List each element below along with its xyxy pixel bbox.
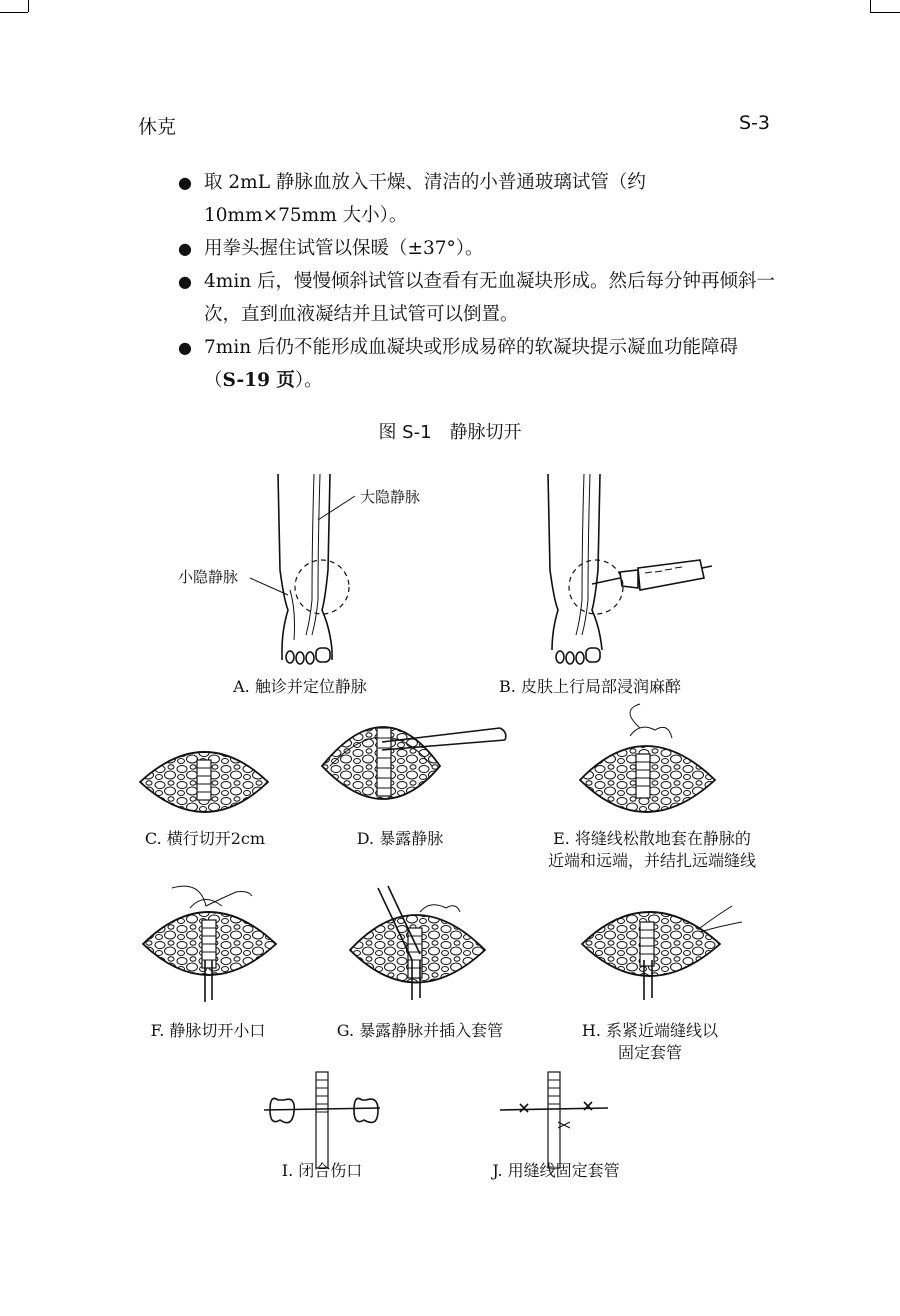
bullet-item: ● 用拳头握住试管以保暖（±37°）。: [178, 232, 778, 265]
bullet-item: ● 7min 后仍不能形成血凝块或形成易碎的软凝块提示凝血功能障碍（S-19 页）。: [178, 331, 778, 397]
panel-c-incision-illustration: [140, 752, 268, 812]
bullet-item: ● 取 2mL 静脉血放入干燥、清洁的小普通玻璃试管（约 10mm×75mm 大小）。: [178, 166, 778, 232]
caption-panel-f: F. 静脉切开小口: [150, 1021, 266, 1040]
caption-panel-g: G. 暴露静脉并插入套管: [336, 1021, 504, 1040]
caption-panel-j: J. 用缝线固定套管: [492, 1161, 620, 1180]
label-small-saphenous-vein: 小隐静脉: [178, 568, 239, 586]
caption-panel-b: B. 皮肤上行局部浸润麻醉: [499, 677, 681, 696]
caption-panel-e-line2: 近端和远端，并结扎远端缝线: [547, 851, 757, 870]
crop-mark-top-right-h: [870, 12, 900, 13]
caption-panel-d: D. 暴露静脉: [356, 829, 444, 848]
page-reference-link[interactable]: S-19 页: [222, 370, 295, 391]
figure-title: 图 S-1 静脉切开: [378, 422, 522, 443]
running-head-chapter: 休克: [138, 116, 177, 138]
crop-mark-top-right: [870, 0, 871, 12]
panel-h-secure-cannula-illustration: [582, 906, 742, 1000]
caption-panel-a: A. 触诊并定位静脉: [233, 677, 367, 696]
bullet-item: ● 4min 后，慢慢倾斜试管以查看有无血凝块形成。然后每分钟再倾斜一次，直到血液凝结并且试管可以倒置。: [178, 265, 778, 331]
bullet-list: [178, 166, 778, 397]
caption-panel-c: C. 横行切开2cm: [144, 829, 266, 848]
panel-j-suture-fixation-illustration: [500, 1072, 608, 1168]
panel-g-cannula-insertion-illustration: [350, 886, 485, 1000]
label-great-saphenous-vein: 大隐静脉: [360, 488, 421, 506]
caption-panel-i: I. 闭合伤口: [281, 1161, 363, 1180]
panel-e-sutures-illustration: [580, 704, 715, 812]
bullet-dot-icon: ●: [178, 272, 192, 291]
figure-illustrations: [0, 460, 900, 1200]
panel-i-wound-closure-illustration: [264, 1072, 380, 1168]
bullet-dot-icon: ●: [178, 239, 192, 258]
panel-a-leg-illustration: [250, 474, 355, 664]
panel-d-exposed-vein-illustration: [322, 727, 506, 799]
caption-panel-e-line1: E. 将缝线松散地套在静脉的: [553, 829, 751, 848]
crop-mark-top-left: [28, 0, 29, 12]
bullet-dot-icon: ●: [178, 338, 192, 357]
caption-panel-h-line2: 固定套管: [617, 1043, 683, 1062]
panel-b-leg-syringe-illustration: [548, 474, 712, 664]
caption-panel-h-line1: H. 系紧近端缝线以: [581, 1021, 719, 1040]
running-head-page-number: S-3: [738, 112, 770, 134]
crop-mark-top-left-h: [0, 12, 28, 13]
panel-f-venotomy-illustration: [143, 886, 276, 1002]
bullet-dot-icon: ●: [178, 173, 192, 192]
